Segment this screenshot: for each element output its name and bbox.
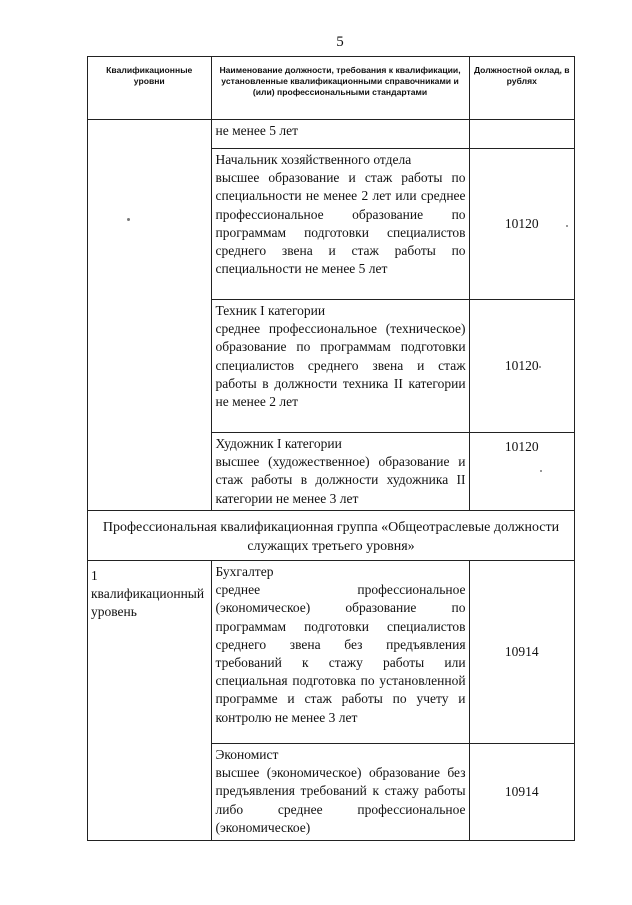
position-cell (211, 561, 469, 744)
salary-cell: 10120 (469, 149, 574, 300)
position-title: Бухгалтер (215, 564, 274, 579)
level-cell-empty (88, 120, 212, 511)
position-requirements: высшее образование и стаж работы по специальности не менее 2 лет или среднее профессиональное образование по программам подготовки специалистов среднего звена и стаж работы по специальности не менее 5 лет (215, 170, 466, 277)
header-description: Наименование должности, требования к квалификации, установленные квалификационными справочниками и (или) профессиональными стандартами (211, 57, 469, 120)
salary-cell: 10914 (469, 561, 574, 744)
scan-speck (539, 366, 541, 368)
salary-cell: 10914 (469, 744, 574, 841)
position-requirements: высшее (художественное) образование и стаж работы в должности художника II категории не менее 3 лет (215, 454, 466, 506)
position-requirements: высшее (экономическое) образование без предъявления требований к стажу работы либо среднее профессиональное (экономическое) (215, 765, 466, 835)
position-requirements: среднее профессиональное (экономическое) образование по программам подготовки специалистов среднего звена без предъявления требований к стажу работы или специальная подготовка по установленной программе и стаж работы по учету и контролю не менее 3 лет (215, 582, 466, 725)
group-row (88, 511, 575, 561)
salary-cell (469, 120, 574, 149)
scan-speck (566, 225, 568, 227)
position-title: Художник I категории (215, 436, 342, 451)
salary-cell: 10120 (469, 433, 574, 511)
salary-cell: 10120 (469, 300, 574, 433)
page-number: 5 (336, 34, 344, 50)
table-header-row (88, 57, 575, 120)
position-cell (211, 744, 469, 841)
position-title: Техник I категории (215, 303, 326, 318)
header-salary: Должностной оклад, в рублях (469, 57, 574, 120)
position-requirements: среднее профессиональное (техническое) образование по программам подготовки специалистов среднего звена и стаж работы в должности техника II категории не менее 2 лет (215, 321, 466, 410)
scan-speck (540, 470, 542, 472)
qualification-level: 1 квалификационный уровень (88, 561, 212, 841)
position-title: Начальник хозяйственного отдела (215, 152, 412, 167)
position-cell (211, 433, 469, 511)
position-description: не менее 5 лет (211, 120, 469, 149)
position-title: Экономист (215, 747, 279, 762)
header-levels: Квалификационные уровни (88, 57, 212, 120)
group-heading: Профессиональная квалификационная группа «Общеотраслевые должности служащих третьего уровня» (88, 511, 575, 561)
position-cell (211, 300, 469, 433)
table-row (88, 561, 575, 744)
scan-speck (127, 218, 130, 221)
position-cell (211, 149, 469, 300)
qualification-table (87, 56, 575, 841)
table-row (88, 120, 575, 149)
